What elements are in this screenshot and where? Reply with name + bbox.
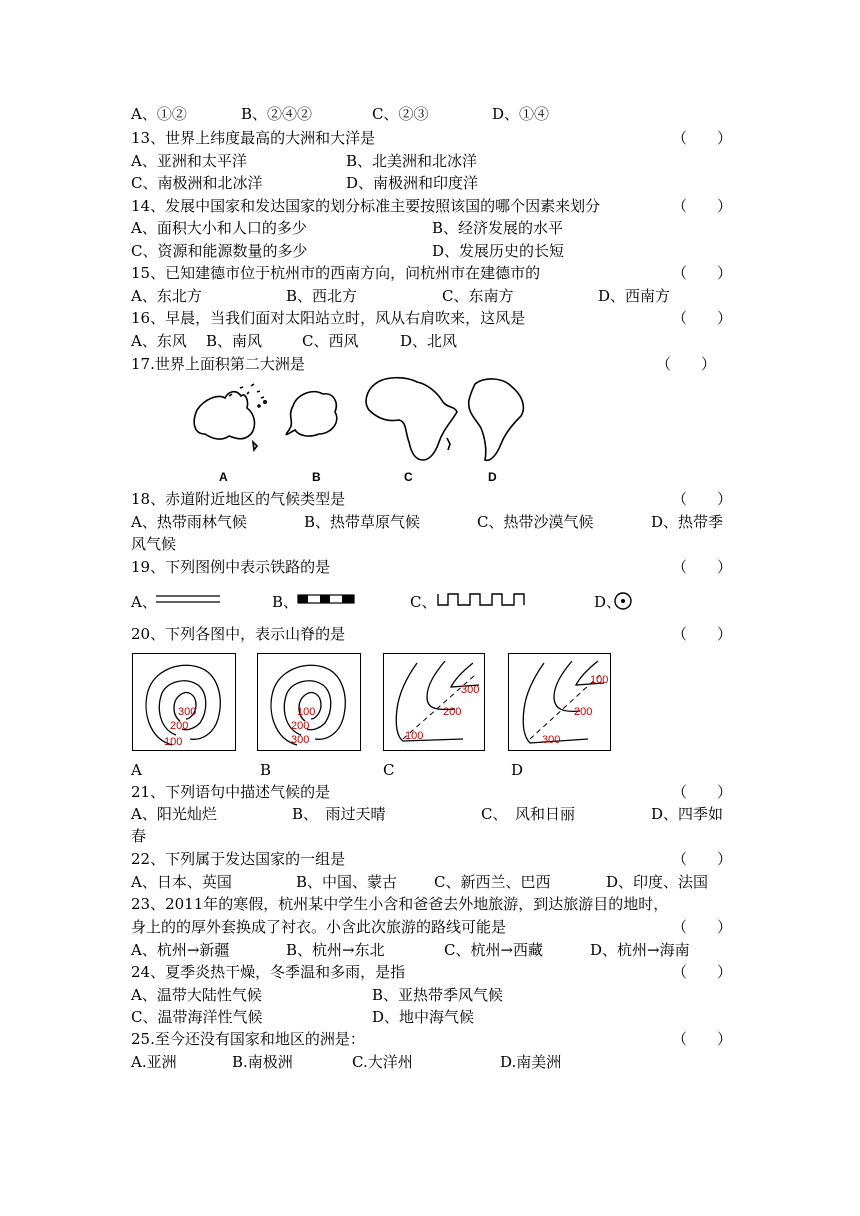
contour-b-label-3: 300 bbox=[291, 734, 310, 746]
q15-option-d: D、西南方 bbox=[598, 287, 671, 305]
contour-c-label-1: 300 bbox=[461, 684, 480, 696]
q21-option-d-cont: 春 bbox=[131, 827, 147, 845]
q21-option-d: D、四季如 bbox=[651, 805, 724, 823]
q18-answer-blank: （ ） bbox=[672, 490, 733, 508]
q25-option-a: A.亚洲 bbox=[131, 1053, 177, 1071]
q14-option-a: A、面积大小和人口的多少 bbox=[131, 219, 307, 237]
q14-answer-blank: （ ） bbox=[672, 197, 733, 215]
q20-label-b: B bbox=[260, 761, 272, 779]
q18-option-a: A、热带雨林气候 bbox=[131, 513, 247, 531]
q18-option-c: C、热带沙漠气候 bbox=[477, 513, 594, 531]
q20-stem: 20、下列各图中，表示山脊的是 bbox=[131, 625, 346, 643]
q24-stem: 24、夏季炎热干燥，冬季温和多雨，是指 bbox=[131, 963, 406, 981]
q15-option-a: A、东北方 bbox=[131, 287, 202, 305]
q23-stem: 23、2011年的寒假，杭州某中学生小含和爸爸去外地旅游，到达旅游目的地时， bbox=[131, 895, 669, 913]
q22-option-b: B、中国、蒙古 bbox=[296, 873, 398, 891]
q15-stem: 15、已知建德市位于杭州市的西南方向，问杭州市在建德市的 bbox=[131, 264, 541, 282]
q21-stem: 21、下列语句中描述气候的是 bbox=[131, 783, 331, 801]
q17-stem: 17.世界上面积第二大洲是 bbox=[131, 355, 305, 373]
q12-option-d: D、①④ bbox=[492, 105, 550, 123]
q12-option-b: B、②④② bbox=[241, 105, 313, 123]
q12-option-c: C、②③ bbox=[372, 105, 429, 123]
q23-option-d: D、杭州→海南 bbox=[590, 941, 690, 959]
q13-option-b: B、北美洲和北冰洋 bbox=[346, 152, 478, 170]
contour-a-label-3: 100 bbox=[164, 736, 183, 748]
q25-answer-blank: （ ） bbox=[672, 1030, 733, 1048]
q18-option-b: B、热带草原气候 bbox=[304, 513, 421, 531]
q16-answer-blank: （ ） bbox=[672, 309, 733, 327]
legend-double-line-symbol bbox=[154, 594, 222, 606]
q14-option-b: B、经济发展的水平 bbox=[432, 219, 564, 237]
contour-map-a bbox=[132, 653, 236, 751]
q19-option-c: C、 bbox=[410, 593, 437, 611]
q19-answer-blank: （ ） bbox=[672, 558, 733, 576]
q19-option-a: A、 bbox=[131, 593, 157, 611]
q13-option-a: A、亚洲和太平洋 bbox=[131, 152, 247, 170]
q22-option-a: A、日本、英国 bbox=[131, 873, 232, 891]
q19-option-b: B、 bbox=[272, 593, 299, 611]
q13-stem: 13、世界上纬度最高的大洲和大洋是 bbox=[131, 129, 376, 147]
q21-option-b: B、 雨过天晴 bbox=[292, 805, 386, 823]
q25-option-d: D.南美洲 bbox=[500, 1053, 562, 1071]
q17-label-b: B bbox=[312, 470, 321, 484]
q14-option-c: C、资源和能源数量的多少 bbox=[131, 242, 308, 260]
q23-option-c: C、杭州→西藏 bbox=[444, 941, 544, 959]
q16-option-a: A、东风 bbox=[131, 332, 187, 350]
q20-label-d: D bbox=[511, 761, 524, 779]
q22-option-d: D、印度、法国 bbox=[606, 873, 709, 891]
q23-answer-blank: （ ） bbox=[672, 918, 733, 936]
q13-option-d: D、南极洲和印度洋 bbox=[346, 174, 479, 192]
legend-wall-symbol bbox=[436, 590, 528, 608]
q12-option-a: A、①② bbox=[131, 105, 187, 123]
continent-outlines bbox=[185, 372, 535, 464]
q20-label-c: C bbox=[383, 761, 395, 779]
q24-option-d: D、地中海气候 bbox=[372, 1008, 475, 1026]
q17-label-a: A bbox=[219, 470, 228, 484]
contour-map-c bbox=[383, 653, 485, 751]
q23-stem-cont: 身上的的厚外套换成了衬衣。小含此次旅游的路线可能是 bbox=[131, 918, 507, 936]
q19-option-d: D、 bbox=[594, 593, 622, 611]
q17-label-d: D bbox=[488, 470, 497, 484]
q22-stem: 22、下列属于发达国家的一组是 bbox=[131, 850, 346, 868]
q18-option-d-cont: 风气候 bbox=[131, 535, 177, 553]
q16-option-b: B、南风 bbox=[206, 332, 263, 350]
q23-option-a: A、杭州→新疆 bbox=[131, 941, 230, 959]
q14-option-d: D、发展历史的长短 bbox=[432, 242, 565, 260]
continent-outline-africa bbox=[366, 378, 457, 460]
q25-option-c: C.大洋州 bbox=[352, 1053, 413, 1071]
continent-outline-south-america bbox=[469, 379, 524, 460]
contour-d-label-1: 100 bbox=[590, 674, 609, 686]
q24-option-c: C、温带海洋性气候 bbox=[131, 1008, 263, 1026]
continent-outline-australia bbox=[194, 384, 266, 450]
contour-d-label-3: 300 bbox=[542, 734, 561, 746]
q17-label-c: C bbox=[404, 470, 413, 484]
q16-stem: 16、早晨，当我们面对太阳站立时，风从右肩吹来，这风是 bbox=[131, 309, 526, 327]
q18-stem: 18、赤道附近地区的气候类型是 bbox=[131, 490, 346, 508]
q16-option-d: D、北风 bbox=[400, 332, 458, 350]
contour-map-d bbox=[508, 653, 611, 751]
q15-option-c: C、东南方 bbox=[442, 287, 514, 305]
contour-map-b bbox=[257, 653, 361, 751]
q13-answer-blank: （ ） bbox=[672, 129, 733, 147]
q15-option-b: B、西北方 bbox=[286, 287, 358, 305]
contour-d-label-2: 200 bbox=[574, 706, 593, 718]
q20-label-a: A bbox=[131, 761, 142, 779]
q24-option-b: B、亚热带季风气候 bbox=[372, 986, 504, 1004]
continent-outline-antarctica bbox=[286, 392, 337, 436]
contour-a-label-1: 300 bbox=[178, 706, 197, 718]
q14-stem: 14、发展中国家和发达国家的划分标准主要按照该国的哪个因素来划分 bbox=[131, 197, 601, 215]
q20-answer-blank: （ ） bbox=[672, 625, 733, 643]
q25-option-b: B.南极洲 bbox=[232, 1053, 293, 1071]
q15-answer-blank: （ ） bbox=[672, 264, 733, 282]
q21-answer-blank: （ ） bbox=[672, 783, 733, 801]
legend-railway-symbol bbox=[297, 594, 355, 606]
legend-city-symbol bbox=[612, 590, 634, 612]
q17-answer-blank: （ ） bbox=[656, 355, 717, 373]
q24-answer-blank: （ ） bbox=[672, 963, 733, 981]
q21-option-c: C、 风和日丽 bbox=[481, 805, 575, 823]
q22-answer-blank: （ ） bbox=[672, 850, 733, 868]
contour-b-label-2: 200 bbox=[291, 720, 310, 732]
q25-stem: 25.至今还没有国家和地区的洲是： bbox=[131, 1030, 365, 1048]
contour-b-label-1: 100 bbox=[297, 706, 316, 718]
q21-option-a: A、阳光灿烂 bbox=[131, 805, 217, 823]
contour-c-label-2: 200 bbox=[443, 706, 462, 718]
q24-option-a: A、温带大陆性气候 bbox=[131, 986, 262, 1004]
contour-c-label-3: 100 bbox=[405, 730, 424, 742]
q22-option-c: C、新西兰、巴西 bbox=[434, 873, 551, 891]
q18-option-d: D、热带季 bbox=[651, 513, 724, 531]
q16-option-c: C、西风 bbox=[302, 332, 359, 350]
q13-option-c: C、南极洲和北冰洋 bbox=[131, 174, 263, 192]
q19-stem: 19、下列图例中表示铁路的是 bbox=[131, 558, 331, 576]
q23-option-b: B、杭州→东北 bbox=[286, 941, 385, 959]
contour-a-label-2: 200 bbox=[170, 720, 189, 732]
